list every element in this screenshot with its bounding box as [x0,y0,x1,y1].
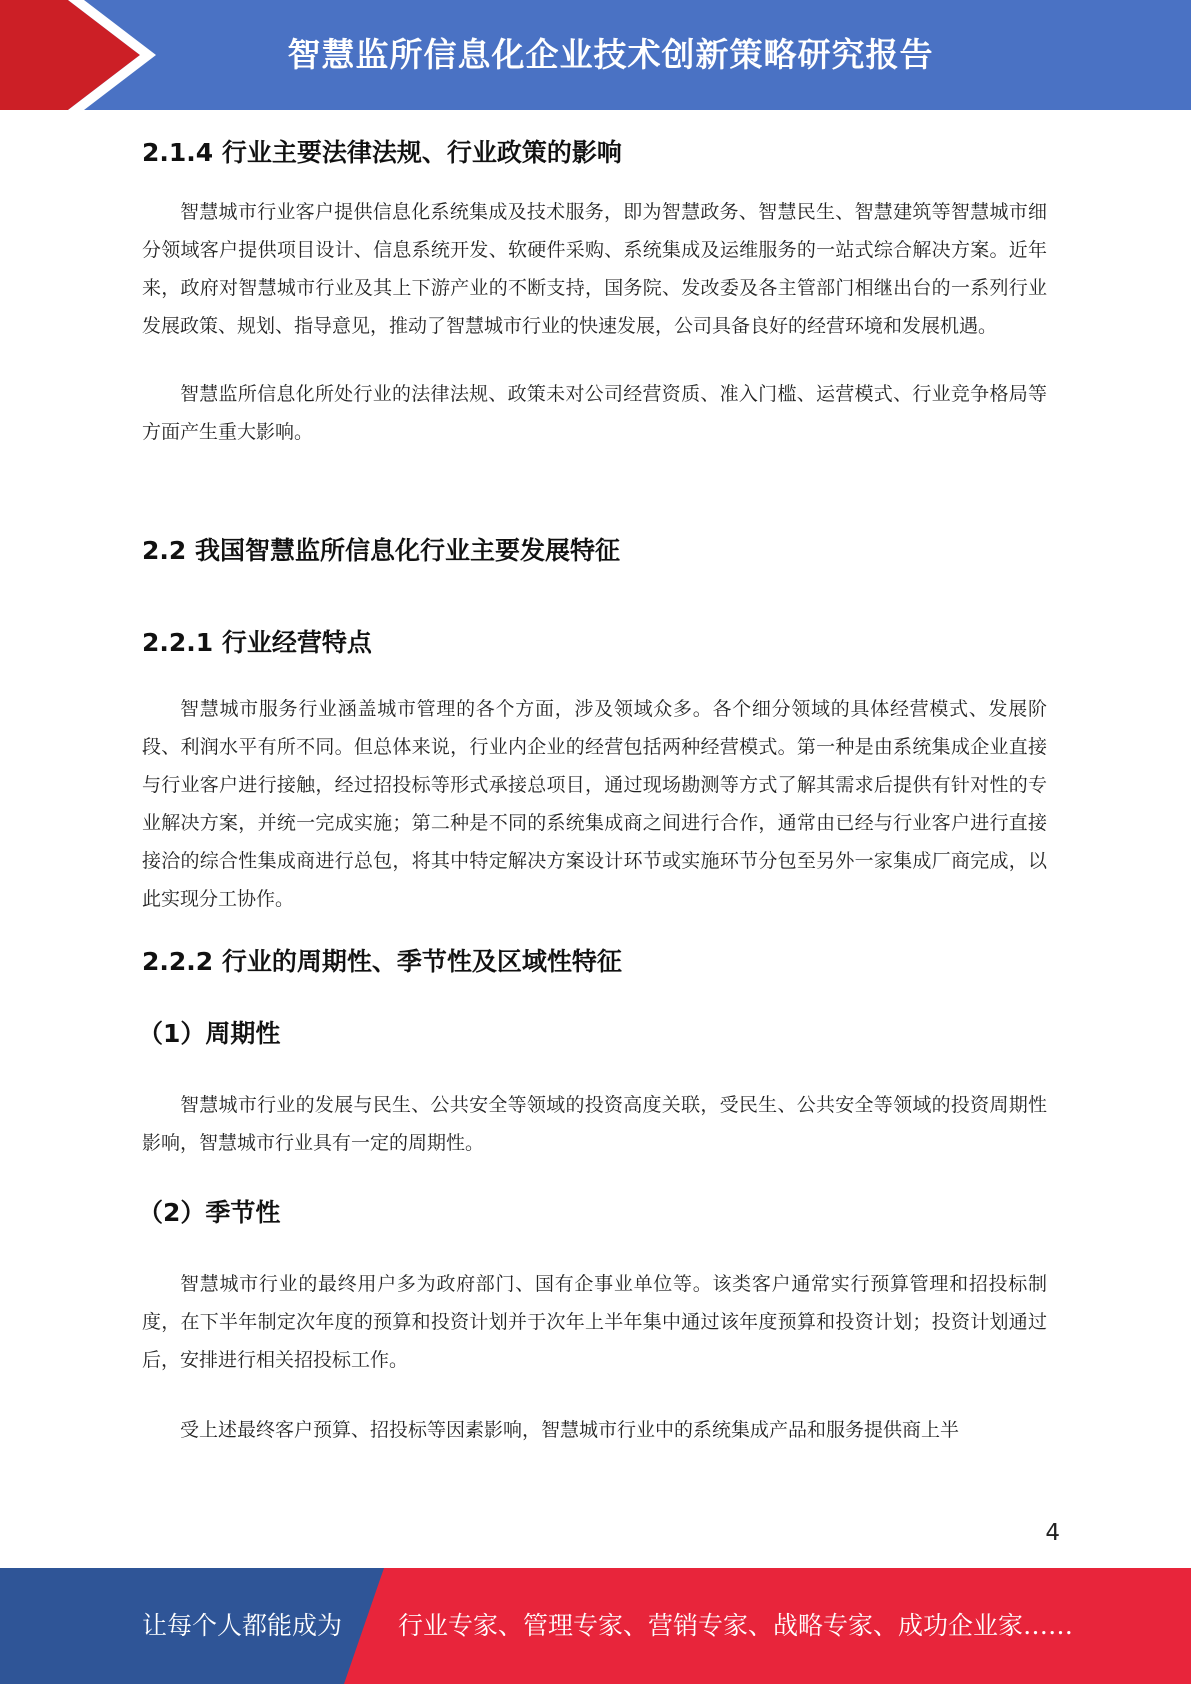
paragraph: 智慧城市服务行业涵盖城市管理的各个方面，涉及领域众多。各个细分领域的具体经营模式、发展阶段、利润水平有所不同。但总体来说，行业内企业的经营包括两种经营模式。第一种是由系统集成企业直接与行业客户进行接触，经过招投标等形式承接总项目，通过现场勘测等方式了解其需求后提供有针对性的专业解决方案，并统一完成实施；第二种是不同的系统集成商之间进行合作，通常由已经与行业客户进行直接接洽的综合性集成商进行总包，将其中特定解决方案设计环节或实施环节分包至另外一家集成厂商完成，以此实现分工协作。 [142,698,1047,910]
section-heading-2-2-1: 2.2.1 行业经营特点 [142,628,372,657]
paragraph: 智慧城市行业客户提供信息化系统集成及技术服务，即为智慧政务、智慧民生、智慧建筑等智慧城市细分领域客户提供项目设计、信息系统开发、软硬件采购、系统集成及运维服务的一站式综合解决方案。近年来，政府对智慧城市行业及其上下游产业的不断支持，国务院、发改委及各主管部门相继出台的一系列行业发展政策、规划、指导意见，推动了智慧城市行业的快速发展，公司具备良好的经营环境和发展机遇。 [142,201,1047,337]
footer-banner [0,1568,1191,1684]
page-number: 4 [1045,1520,1060,1546]
document-body [138,110,1047,1449]
paragraph: 智慧城市行业的发展与民生、公共安全等领域的投资高度关联，受民生、公共安全等领域的投资周期性影响，智慧城市行业具有一定的周期性。 [142,1094,1047,1154]
header-banner [0,0,1191,110]
subheading-periodicity: （1）周期性 [138,1019,281,1048]
subheading-seasonality: （2）季节性 [138,1198,281,1227]
paragraph: 受上述最终客户预算、招投标等因素影响，智慧城市行业中的系统集成产品和服务提供商上半 [180,1419,960,1441]
header-red-arrow [0,0,140,110]
footer-slogan-left: 让每个人都能成为 [142,1611,343,1640]
footer-slogan-right: 行业专家、管理专家、营销专家、战略专家、成功企业家…… [398,1611,1074,1640]
section-heading-2-2-2: 2.2.2 行业的周期性、季节性及区域性特征 [142,947,622,976]
paragraph: 智慧监所信息化所处行业的法律法规、政策未对公司经营资质、准入门槛、运营模式、行业竞争格局等方面产生重大影响。 [142,383,1047,443]
section-heading-2-2: 2.2 我国智慧监所信息化行业主要发展特征 [142,536,620,565]
paragraph: 智慧城市行业的最终用户多为政府部门、国有企事业单位等。该类客户通常实行预算管理和招投标制度，在下半年制定次年度的预算和投资计划并于次年上半年集中通过该年度预算和投资计划；投资计划通过后，安排进行相关招投标工作。 [142,1273,1047,1371]
report-title: 智慧监所信息化企业技术创新策略研究报告 [287,35,934,74]
section-heading-2-1-4: 2.1.4 行业主要法律法规、行业政策的影响 [142,138,622,167]
